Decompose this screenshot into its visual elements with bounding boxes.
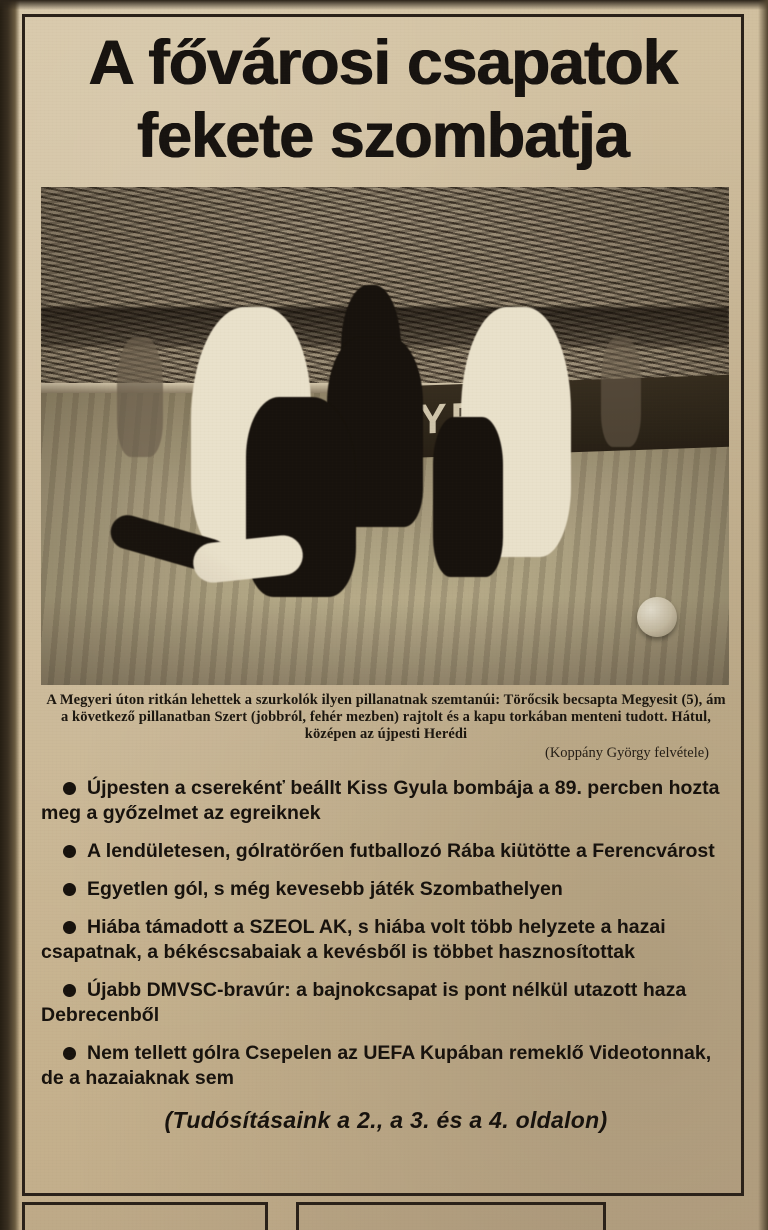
bullet-dot-icon (63, 782, 76, 795)
lead-list (41, 776, 731, 1091)
list-item-text: A lendületesen, gólratörően futballozó Rába kiütötte a Ferencvárost (87, 840, 715, 862)
list-item (41, 839, 731, 864)
adjacent-box-left (22, 1202, 268, 1230)
bullet-dot-icon (63, 883, 76, 896)
bullet-dot-icon (63, 921, 76, 934)
list-item (41, 1041, 731, 1091)
headline (41, 27, 725, 173)
scan-edge-left (0, 0, 20, 1230)
bullet-dot-icon (63, 984, 76, 997)
list-item (41, 877, 731, 902)
article-frame (22, 14, 744, 1196)
photo-caption: A Megyeri úton ritkán lehettek a szurkolók ilyen pillanatnak szemtanúi: Törőcsik becsapta Megyesit (5), ám a következő pillanatban Szert (jobbról, fehér mezben) rajtolt és a kapu torkában menteni tudott. Hátul, középen az újpesti Herédi (46, 692, 726, 742)
list-item-text: Egyetlen gól, s még kevesebb játék Szombathelyen (87, 878, 563, 900)
photo-credit: (Koppány György felvétele) (544, 745, 709, 761)
photo-vignette (41, 187, 729, 685)
scan-edge-top (0, 0, 768, 10)
list-item (41, 915, 731, 965)
headline-line-1: A fővárosi csapatok (88, 28, 678, 98)
list-item-text: Nem tellett gólra Csepelen az UEFA Kupában remeklő Videotonnak, de a hazaiaknak sem (41, 1042, 712, 1089)
closing-note: (Tudósításaink a 2., a 3. és a 4. oldalon) (164, 1107, 608, 1133)
article-photo (41, 187, 729, 685)
list-item-text: Újabb DMVSC-bravúr: a bajnokcsapat is pont nélkül utazott haza Debrecenből (41, 979, 687, 1026)
adjacent-box-right (296, 1202, 606, 1230)
list-item (41, 978, 731, 1028)
headline-line-2: fekete szombatja (137, 101, 629, 171)
bullet-dot-icon (63, 1047, 76, 1060)
scan-edge-right (758, 0, 768, 1230)
list-item (41, 776, 731, 826)
list-item-text: Hiába támadott a SZEOL AK, s hiába volt több helyzete a hazai csapatnak, a békéscsabaiak a kevésből is többet hasznosítottak (41, 916, 666, 963)
photo-scene (41, 187, 729, 685)
adjacent-article-boxes (22, 1202, 744, 1230)
bullet-dot-icon (63, 845, 76, 858)
list-item-text: Újpesten a cserekénť beállt Kiss Gyula bombája a 89. percben hozta meg a győzelmet az egreiknek (41, 777, 720, 824)
